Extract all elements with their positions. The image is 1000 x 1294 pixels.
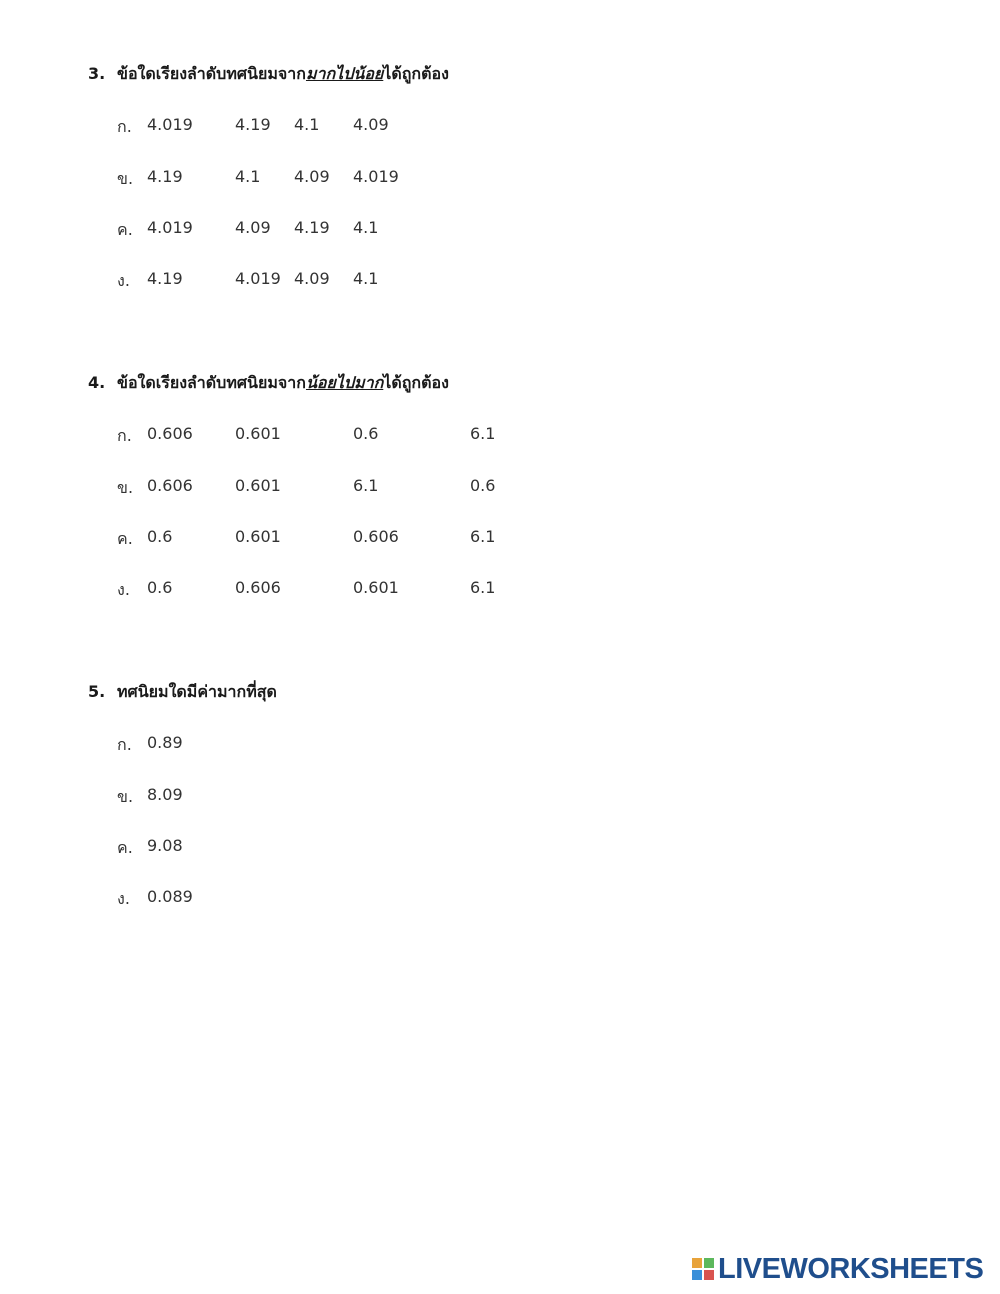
option-letter: ก.	[117, 117, 132, 136]
question-3-text: ข้อใดเรียงลำดับทศนิยมจากมากไปน้อยได้ถูกต้อง	[117, 64, 449, 83]
option-letter: ค.	[117, 529, 133, 548]
option-value: 8.09	[147, 785, 183, 804]
option-letter: ก.	[117, 735, 132, 754]
liveworksheets-logo[interactable]	[692, 1254, 983, 1284]
option-letter: ข.	[117, 169, 134, 188]
question-4-text: ข้อใดเรียงลำดับทศนิยมจากน้อยไปมากได้ถูกต้อง	[117, 373, 449, 392]
option-value: 6.1	[470, 527, 496, 546]
option-value: 0.6	[147, 578, 173, 597]
option-value: 4.09	[294, 167, 330, 186]
option-value: 0.601	[353, 578, 399, 597]
option-value: 0.606	[147, 476, 193, 495]
option-letter: ง.	[117, 580, 130, 599]
question-5-heading	[88, 680, 277, 705]
option-letter: ง.	[117, 889, 130, 908]
option-value: 0.606	[147, 424, 193, 443]
option-value: 4.019	[147, 218, 193, 237]
question-5-text: ทศนิยมใดมีค่ามากที่สุด	[117, 682, 277, 701]
option-value: 0.601	[235, 424, 281, 443]
question-3-heading	[88, 62, 449, 87]
option-value: 0.601	[235, 527, 281, 546]
option-value: 4.19	[147, 167, 183, 186]
option-value: 6.1	[470, 578, 496, 597]
option-value: 4.09	[235, 218, 271, 237]
logo-mark-square	[692, 1270, 702, 1280]
option-value: 4.09	[294, 269, 330, 288]
option-value: 6.1	[470, 424, 496, 443]
logo-text: LIVEWORKSHEETS	[718, 1253, 984, 1285]
option-value: 6.1	[353, 476, 379, 495]
option-value: 4.019	[235, 269, 281, 288]
question-3-emphasis: มากไปน้อย	[305, 64, 384, 83]
option-value: 9.08	[147, 836, 183, 855]
option-value: 4.1	[353, 269, 379, 288]
option-value: 4.019	[353, 167, 399, 186]
option-value: 4.19	[294, 218, 330, 237]
question-5-number: 5.	[88, 682, 106, 701]
logo-mark-icon	[692, 1258, 714, 1280]
option-value: 0.6	[470, 476, 496, 495]
logo-mark-square	[692, 1258, 702, 1268]
option-value: 0.89	[147, 733, 183, 752]
option-letter: ง.	[117, 271, 130, 290]
option-value: 0.6	[353, 424, 379, 443]
question-3-number: 3.	[88, 64, 106, 83]
question-4-heading	[88, 371, 449, 396]
option-letter: ข.	[117, 478, 134, 497]
option-value: 0.606	[353, 527, 399, 546]
option-letter: ก.	[117, 426, 132, 445]
option-value: 4.19	[235, 115, 271, 134]
option-value: 4.09	[353, 115, 389, 134]
option-value: 4.19	[147, 269, 183, 288]
option-letter: ค.	[117, 838, 133, 857]
question-4-number: 4.	[88, 373, 106, 392]
logo-mark-square	[704, 1270, 714, 1280]
option-value: 0.6	[147, 527, 173, 546]
question-4-emphasis: น้อยไปมาก	[305, 373, 384, 392]
option-value: 4.1	[353, 218, 379, 237]
option-value: 0.606	[235, 578, 281, 597]
option-value: 0.601	[235, 476, 281, 495]
option-value: 4.019	[147, 115, 193, 134]
option-letter: ค.	[117, 220, 133, 239]
option-value: 4.1	[294, 115, 320, 134]
logo-mark-square	[704, 1258, 714, 1268]
option-value: 0.089	[147, 887, 193, 906]
option-letter: ข.	[117, 787, 134, 806]
option-value: 4.1	[235, 167, 261, 186]
